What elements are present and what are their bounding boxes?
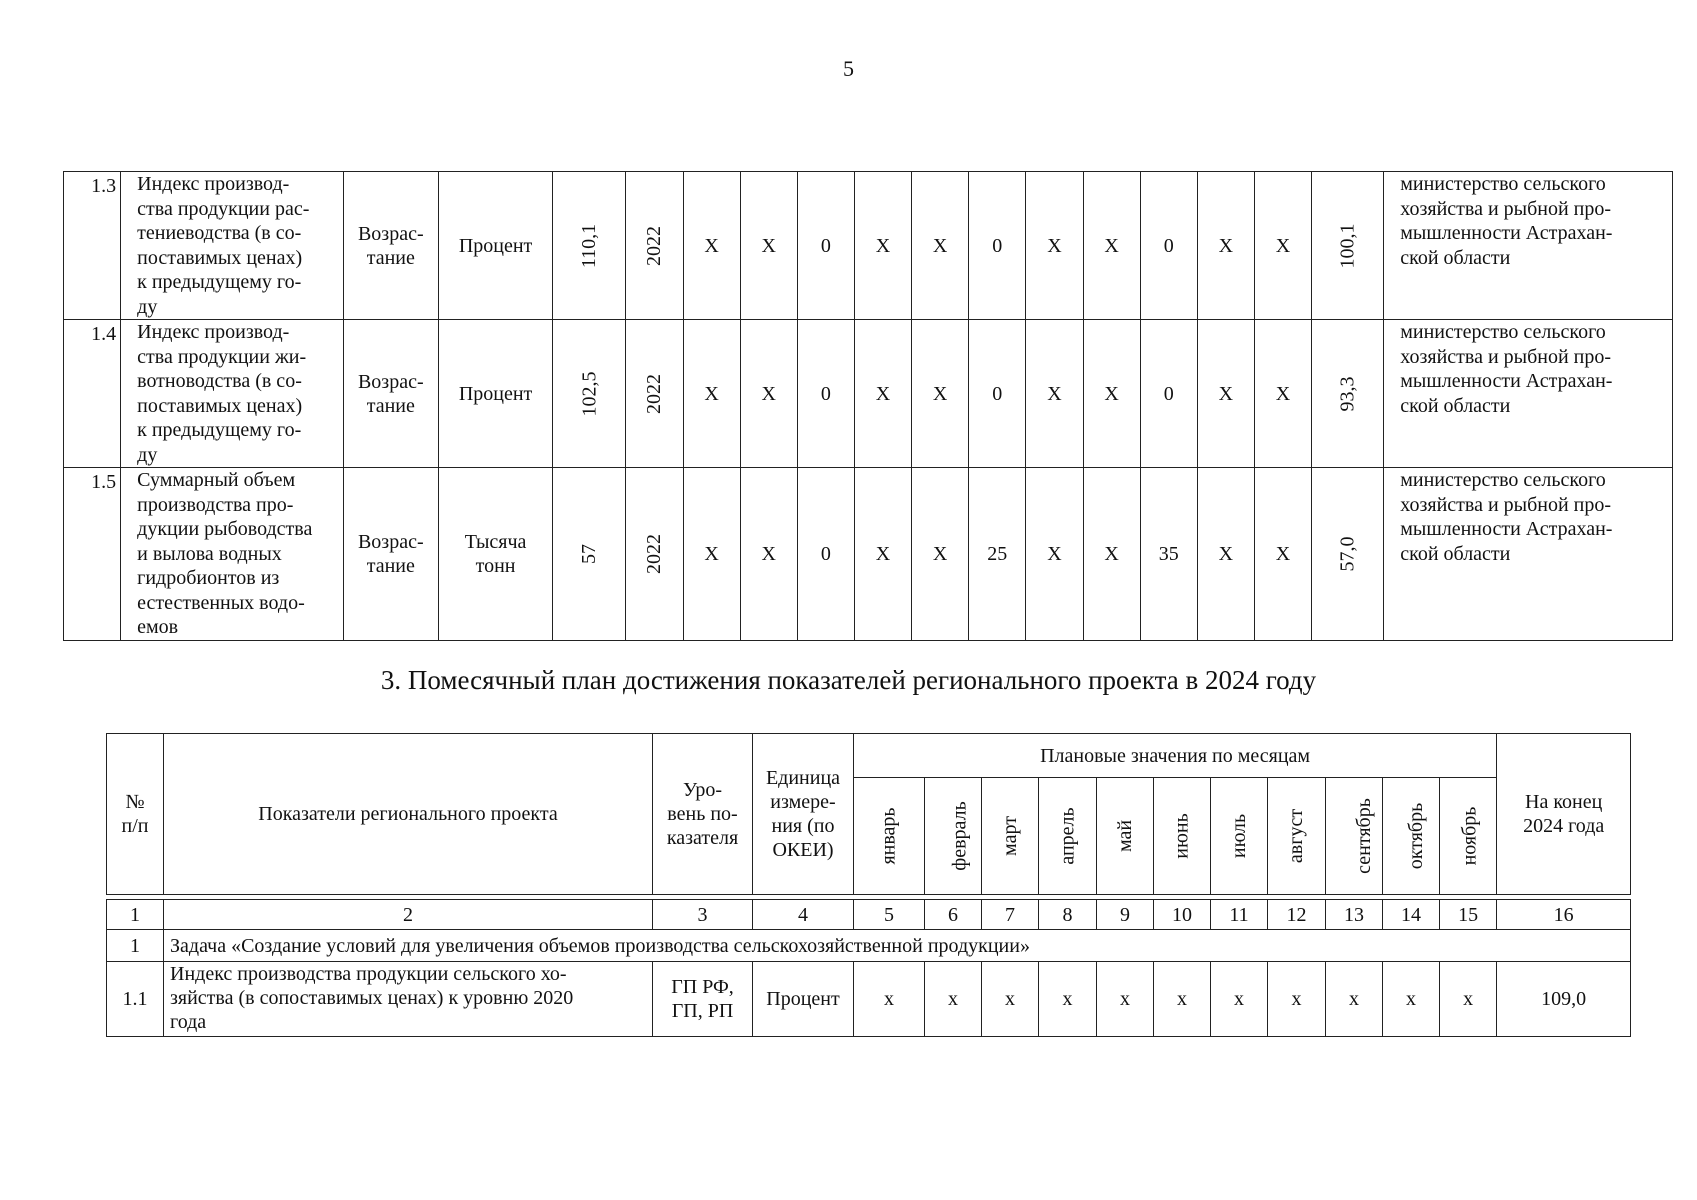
month-header-text: август: [1285, 808, 1308, 864]
text-line: Индекс производ-: [137, 173, 290, 195]
month-value: X: [854, 468, 911, 641]
header-num: № п/п: [107, 734, 164, 895]
base-year: [626, 172, 683, 320]
column-number: 4: [753, 900, 854, 930]
unit: [438, 172, 552, 320]
month-value: 0: [969, 172, 1026, 320]
month-value: 0: [969, 320, 1026, 468]
base-year: [626, 468, 683, 641]
month-header-text: июль: [1228, 813, 1250, 859]
column-number: 8: [1039, 900, 1097, 930]
month-value: х: [1326, 962, 1383, 1037]
end-value: [1312, 320, 1384, 468]
text-line: Суммарный объем: [137, 469, 296, 491]
text-line: естественных водо-: [137, 591, 305, 614]
text-line: ду: [137, 295, 158, 318]
text-line: ской области: [1400, 394, 1511, 417]
header-end-of-year: На конец 2024 года: [1497, 734, 1631, 895]
page-number: 5: [843, 56, 854, 81]
task-text: Задача «Создание условий для увеличения объемов производства сельскохозяйственной продукции»: [164, 930, 1631, 962]
base-year-text: 2022: [643, 533, 666, 574]
month-header: [982, 778, 1039, 895]
month-header-text: октябрь: [1405, 802, 1428, 870]
indicator-name: [121, 468, 344, 641]
month-value: X: [1197, 320, 1254, 468]
month-value: 0: [1140, 172, 1197, 320]
column-number: 10: [1154, 900, 1211, 930]
end-value: [1312, 172, 1384, 320]
text-line: дукции рыбоводства: [137, 518, 313, 540]
month-header-text: февраль: [948, 801, 971, 871]
column-number: 1: [107, 900, 164, 930]
text-line: ской области: [1400, 542, 1511, 565]
month-value: X: [1254, 320, 1311, 468]
month-value: х: [1154, 962, 1211, 1037]
indicator-row: [64, 172, 1673, 320]
base-value: [553, 320, 626, 468]
month-value: X: [1197, 172, 1254, 320]
text-line: Возрас-: [357, 530, 424, 553]
month-header-text: январь: [878, 807, 900, 865]
text-line: Процент: [458, 382, 533, 405]
month-value: X: [912, 172, 969, 320]
base-value: [553, 172, 626, 320]
unit: [438, 468, 552, 641]
text-line: ства продукции жи-: [137, 345, 307, 368]
month-value: X: [912, 320, 969, 468]
text-line: ГП, РП: [671, 1000, 734, 1022]
month-header: [1211, 778, 1268, 895]
column-number: 6: [925, 900, 982, 930]
month-header: [925, 778, 982, 895]
base-year: [626, 320, 683, 468]
month-value: X: [740, 320, 797, 468]
month-header: [1326, 778, 1383, 895]
month-value: х: [1440, 962, 1497, 1037]
text-line: ства продукции рас-: [137, 197, 310, 220]
end-value: 109,0: [1497, 962, 1631, 1037]
month-value: X: [1083, 172, 1140, 320]
text-line: министерство сельского: [1400, 321, 1606, 343]
month-value: X: [854, 320, 911, 468]
month-header-text: май: [1113, 819, 1136, 853]
unit: Процент: [753, 962, 854, 1037]
text-line: хозяйства и рыбной про-: [1400, 493, 1612, 516]
month-header-text: июнь: [1171, 813, 1193, 859]
task-row: [107, 930, 1631, 962]
month-header: [854, 778, 925, 895]
month-value: х: [1383, 962, 1440, 1037]
text-line: Тысяча: [464, 530, 527, 553]
text-line: тание: [366, 554, 415, 577]
responsible: [1384, 172, 1673, 320]
indicator-name: [164, 962, 653, 1037]
column-number: 13: [1326, 900, 1383, 930]
text-line: к предыдущему го-: [137, 419, 302, 441]
header-indicator: Показатели регионального проекта: [164, 734, 653, 895]
month-value: 35: [1140, 468, 1197, 641]
month-value: X: [1026, 468, 1083, 641]
text-line: и вылова водных: [137, 542, 282, 565]
indicator-row: [64, 320, 1673, 468]
indicator-level: [653, 962, 753, 1037]
text-line: Процент: [458, 234, 533, 257]
task-num: 1: [107, 930, 164, 962]
column-number: 14: [1383, 900, 1440, 930]
month-header: [1440, 778, 1497, 895]
text-line: к предыдущему го-: [137, 271, 302, 293]
month-value: X: [683, 172, 740, 320]
text-line: министерство сельского: [1400, 173, 1606, 195]
month-header-text: ноябрь: [1458, 806, 1481, 866]
column-number: 3: [653, 900, 753, 930]
month-header: [1097, 778, 1154, 895]
base-value: [553, 468, 626, 641]
header-unit: Единица измере- ния (по ОКЕИ): [753, 734, 854, 895]
text-line: мышленности Астрахан-: [1400, 518, 1613, 540]
month-value: X: [912, 468, 969, 641]
end-value-text: 57,0: [1336, 536, 1359, 572]
text-line: гидробионтов из: [137, 567, 280, 589]
text-line: ской области: [1400, 246, 1511, 269]
month-header: [1154, 778, 1211, 895]
base-year-text: 2022: [643, 225, 666, 266]
month-value: 0: [797, 468, 854, 641]
section-title: 3. Помесячный план достижения показателей регионального проекта в 2024 году: [380, 665, 1317, 695]
base-value-text: 102,5: [578, 371, 601, 416]
column-number: 7: [982, 900, 1039, 930]
month-value: X: [740, 468, 797, 641]
text-line: Индекс производства продукции сельского хо-: [170, 963, 567, 985]
responsible: [1384, 320, 1673, 468]
column-number: 12: [1268, 900, 1326, 930]
month-value: х: [1097, 962, 1154, 1037]
text-line: мышленности Астрахан-: [1400, 370, 1613, 392]
month-value: X: [1254, 172, 1311, 320]
text-line: поставимых ценах): [137, 246, 303, 269]
header-level: Уро- вень по- казателя: [653, 734, 753, 895]
month-value: х: [1039, 962, 1097, 1037]
column-number: 2: [164, 900, 653, 930]
month-value: X: [1083, 468, 1140, 641]
text-line: тениеводства (в со-: [137, 222, 302, 244]
text-line: ГП РФ,: [671, 976, 734, 998]
text-line: хозяйства и рыбной про-: [1400, 197, 1612, 220]
month-value: х: [982, 962, 1039, 1037]
row-number: 1.3: [64, 172, 121, 320]
indicator-name: [121, 172, 344, 320]
text-line: производства про-: [137, 493, 294, 516]
month-value: X: [683, 468, 740, 641]
column-number: 5: [854, 900, 925, 930]
month-header: [1039, 778, 1097, 895]
month-value: X: [1197, 468, 1254, 641]
month-value: х: [1268, 962, 1326, 1037]
month-value: X: [683, 320, 740, 468]
text-line: года: [170, 1011, 207, 1033]
column-number: 16: [1497, 900, 1631, 930]
month-header-text: март: [999, 816, 1021, 856]
row-number: 1.5: [64, 468, 121, 641]
base-year-text: 2022: [643, 373, 666, 414]
text-line: Индекс производ-: [137, 321, 290, 343]
month-header: [1268, 778, 1326, 895]
trend: [343, 468, 438, 641]
month-header-text: сентябрь: [1352, 798, 1375, 874]
end-value: [1312, 468, 1384, 641]
row-number: 1.4: [64, 320, 121, 468]
text-line: ду: [137, 443, 158, 466]
month-header-text: апрель: [1056, 807, 1079, 865]
text-line: министерство сельского: [1400, 469, 1606, 491]
indicator-row: [64, 468, 1673, 641]
text-line: вотноводства (в со-: [137, 370, 302, 392]
text-line: мышленности Астрахан-: [1400, 222, 1613, 244]
trend: [343, 172, 438, 320]
indicators-table-continued: [63, 171, 1673, 641]
month-header: [1383, 778, 1440, 895]
month-value: х: [925, 962, 982, 1037]
end-value-text: 93,3: [1336, 376, 1359, 411]
plan-row: [107, 962, 1631, 1037]
month-value: 25: [969, 468, 1026, 641]
base-value-text: 110,1: [578, 223, 601, 268]
month-value: 0: [797, 320, 854, 468]
month-value: X: [1026, 172, 1083, 320]
month-value: X: [1083, 320, 1140, 468]
row-number: 1.1: [107, 962, 164, 1037]
responsible: [1384, 468, 1673, 641]
month-value: X: [854, 172, 911, 320]
indicator-name: [121, 320, 344, 468]
text-line: емов: [137, 616, 179, 638]
text-line: тание: [366, 246, 415, 269]
month-value: х: [854, 962, 925, 1037]
column-number: 9: [1097, 900, 1154, 930]
month-value: X: [1026, 320, 1083, 468]
column-number: 15: [1440, 900, 1497, 930]
end-value-text: 100,1: [1336, 223, 1359, 268]
text-line: зяйства (в сопоставимых ценах) к уровню 2020: [170, 987, 574, 1009]
month-value: 0: [1140, 320, 1197, 468]
unit: [438, 320, 552, 468]
month-value: X: [1254, 468, 1311, 641]
text-line: поставимых ценах): [137, 394, 303, 417]
column-number: 11: [1211, 900, 1268, 930]
month-value: 0: [797, 172, 854, 320]
month-value: х: [1211, 962, 1268, 1037]
text-line: хозяйства и рыбной про-: [1400, 345, 1612, 368]
monthly-plan-table: [106, 733, 1631, 1037]
text-line: тание: [366, 394, 415, 417]
header-planned-by-month: Плановые значения по месяцам: [854, 734, 1497, 778]
text-line: тонн: [475, 554, 516, 577]
text-line: Возрас-: [357, 370, 424, 393]
month-value: X: [740, 172, 797, 320]
text-line: Возрас-: [357, 222, 424, 245]
base-value-text: 57: [578, 543, 601, 564]
trend: [343, 320, 438, 468]
